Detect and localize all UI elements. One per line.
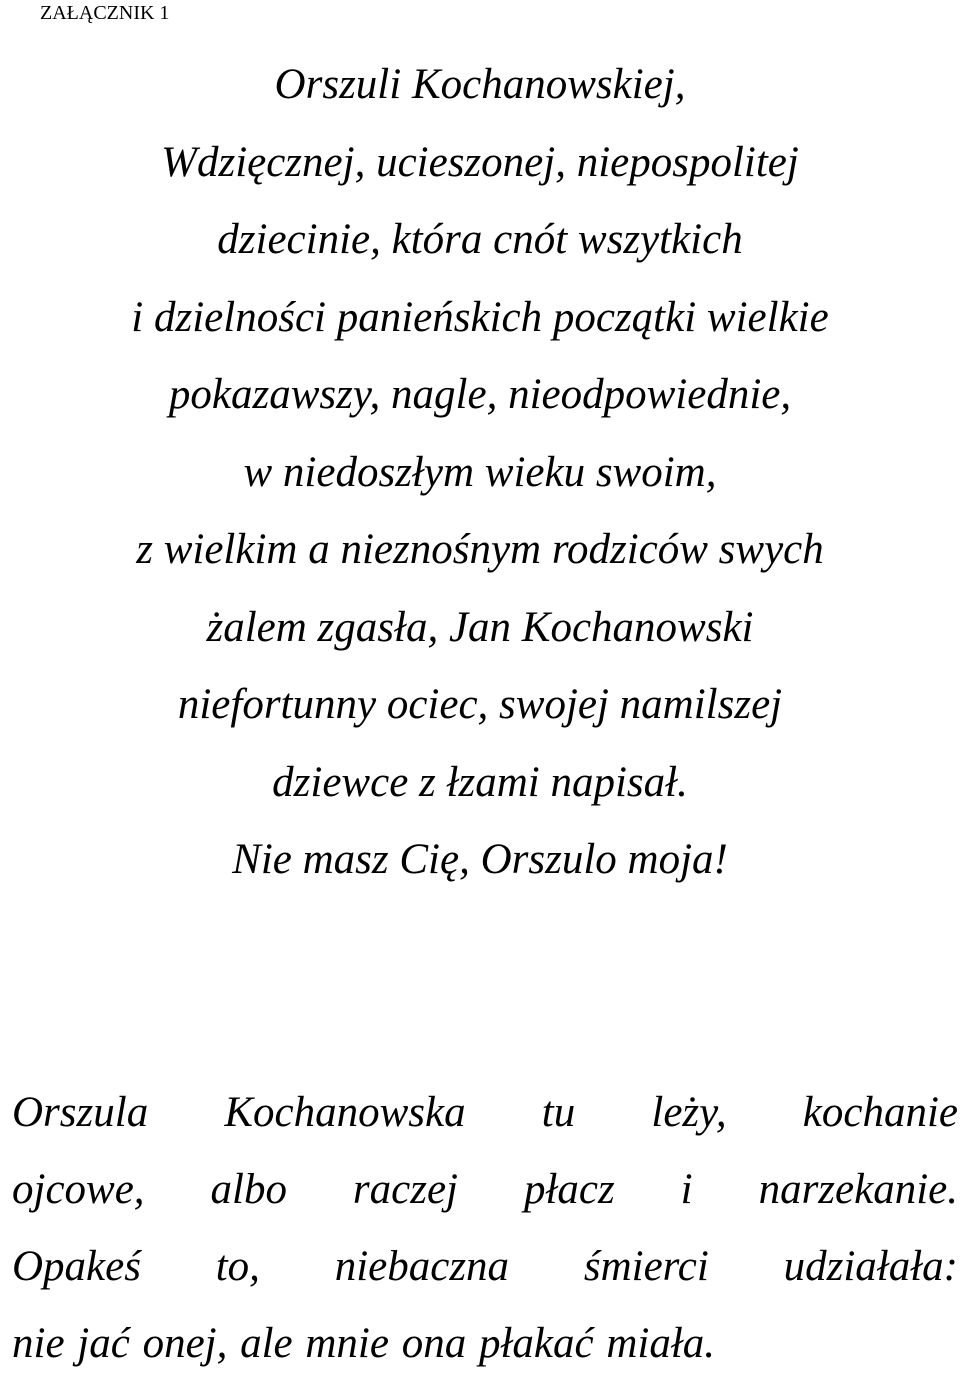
- dedication-line: niefortunny ociec, swojej namilszej: [177, 681, 783, 728]
- poem-line: Orszula Kochanowska tu leży, kochanie: [12, 1089, 958, 1136]
- dedication-line: Orszuli Kochanowskiej,: [274, 61, 686, 108]
- attachment-label: ZAŁĄCZNIK 1: [40, 2, 170, 24]
- poem-line: ojcowe, albo raczej płacz i narzekanie.: [12, 1166, 958, 1213]
- dedication-line: żalem zgasła, Jan Kochanowski: [206, 603, 754, 651]
- dedication-line: dziecinie, która cnót wszytkich: [217, 216, 743, 263]
- dedication-text: [0, 46, 960, 899]
- dedication-line: Wdzięcznej, ucieszonej, niepospolitej: [161, 138, 799, 186]
- dedication-line: z wielkim a nieznośnym rodziców swych: [136, 526, 824, 573]
- epitaph-poem: [12, 1074, 958, 1382]
- dedication-line: i dzielności panieńskich początki wielkie: [131, 293, 829, 341]
- poem-line: nie jać onej, ale mnie ona płakać miała.: [12, 1320, 716, 1367]
- dedication-line: dziewce z łzami napisał.: [272, 758, 688, 806]
- dedication-line: pokazawszy, nagle, nieodpowiednie,: [168, 371, 792, 418]
- dedication-line: w niedoszłym wieku swoim,: [243, 448, 717, 496]
- poem-line: Opakeś to, niebaczna śmierci udziałała:: [12, 1243, 958, 1290]
- dedication-line: Nie masz Cię, Orszulo moja!: [232, 836, 728, 883]
